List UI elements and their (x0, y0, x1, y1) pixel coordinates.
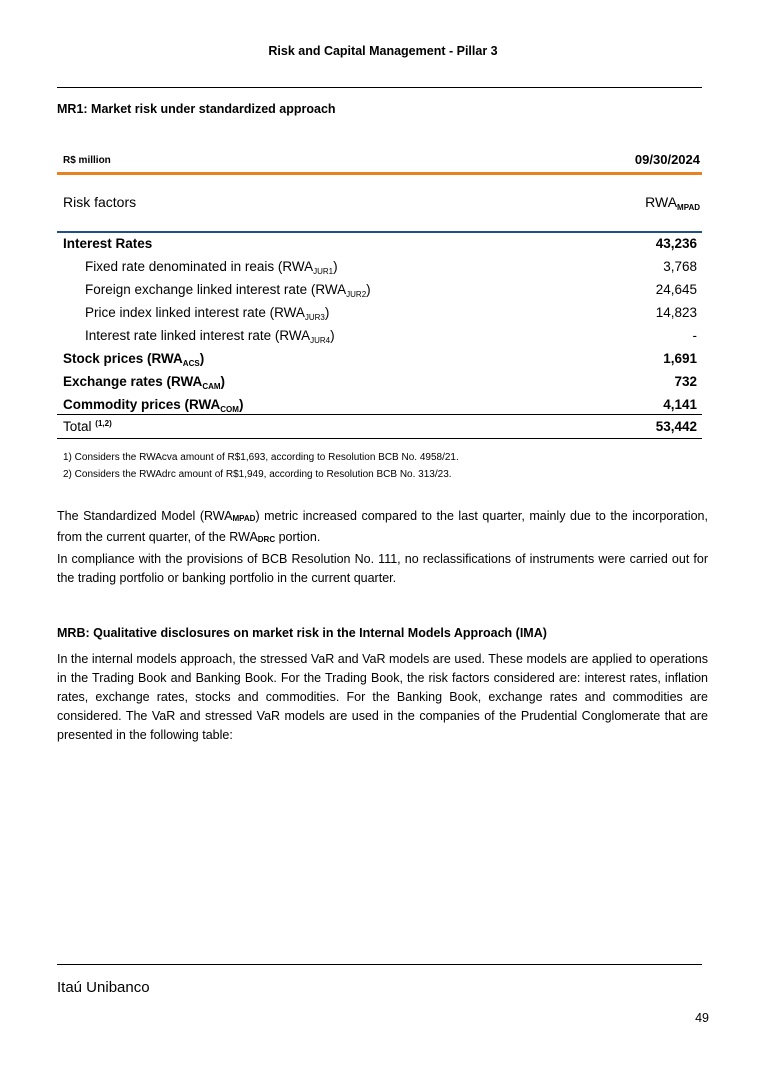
footer-brand: Itaú Unibanco (57, 979, 150, 996)
row-value: 53,442 (655, 419, 697, 434)
col-header-rwa (645, 194, 700, 210)
table-row (57, 394, 702, 416)
table-bottom-rule (57, 438, 702, 439)
row-value: 4,141 (663, 397, 697, 412)
row-label: Foreign exchange linked interest rate $(RWA_{JUR2})$ (85, 282, 371, 299)
total-divider (57, 414, 702, 415)
table-row (57, 325, 702, 347)
row-label: Interest Rates (63, 236, 153, 251)
row-label: Commodity prices $(RWA_{COM})$ (63, 397, 244, 414)
paragraph-standardized-model: The Standardized Model (RWAMPAD) metric increased compared to the last quarter, mainly due to the incorporation, from the current quarter, of the RWADRC portion. (57, 509, 708, 544)
page-number: 49 (695, 1011, 709, 1025)
paragraph-reclassification: In compliance with the provisions of BCB Resolution No. 111, no reclassifications of instruments were carried out for the trading portfolio or banking portfolio in the current quarter. (57, 552, 708, 585)
row-value: 732 (674, 374, 697, 389)
mr1-title: MR1: Market risk under standardized approach (57, 102, 336, 116)
row-value: 3,768 (663, 259, 697, 274)
date-label: 09/30/2024 (634, 152, 700, 167)
row-value: 24,645 (655, 282, 697, 297)
table-row (57, 371, 702, 393)
mrb-title: MRB: Qualitative disclosures on market risk in the Internal Models Approach (IMA) (57, 626, 547, 640)
row-value: 14,823 (655, 305, 697, 320)
footer-divider (57, 964, 702, 965)
page-header-title: Risk and Capital Management - Pillar 3 (268, 44, 498, 58)
row-value: 1,691 (663, 351, 697, 366)
paragraph-internal-models: In the internal models approach, the stressed VaR and VaR models are used. These models are applied to operations in the Trading Book and Banking Book. For the Trading Book, the risk factors considered are: interest rates, inflation rates, exchange rates, stocks and commodities. For the Banking Book, exchange rates and commodities are considered. The VaR and stressed VaR models are used in the companies of the Prudential Conglomerate that are presented in the following table: (57, 652, 708, 742)
row-label: Fixed rate denominated in reais $(RWA_{JUR1})$ (85, 259, 338, 276)
row-value: - (692, 328, 697, 343)
header-divider (57, 87, 702, 88)
table-row (57, 279, 702, 301)
col-header-rwa-text: RWA (645, 194, 678, 210)
table-row (57, 233, 702, 255)
row-label: Stock prices $(RWA_{ACS})$ (63, 351, 205, 368)
footnote-2: 2) Considers the RWAdrc amount of R$1,949, according to Resolution BCB No. 313/23. (63, 469, 452, 480)
row-label: Interest rate linked interest rate $(RWA_{JUR4})$ (85, 328, 335, 345)
col-header-risk-factors: Risk factors (63, 194, 137, 210)
table-row (57, 302, 702, 324)
table-row-total (57, 416, 702, 438)
unit-label: R$ million (63, 155, 111, 166)
col-header-rwa-sub: MPAD (677, 203, 700, 212)
table-row (57, 256, 702, 278)
row-label: Exchange rates $(RWA_{CAM})$ (63, 374, 226, 391)
table-row (57, 348, 702, 370)
row-value: 43,236 (655, 236, 697, 251)
footnote-1: 1) Considers the RWAcva amount of R$1,693, according to Resolution BCB No. 4958/21. (63, 452, 459, 463)
row-label: Price index linked interest rate $(RWA_{JUR3})$ (85, 305, 330, 322)
table-top-rule (57, 172, 702, 175)
row-label: Total $^{(1,2)}$ (63, 419, 112, 434)
